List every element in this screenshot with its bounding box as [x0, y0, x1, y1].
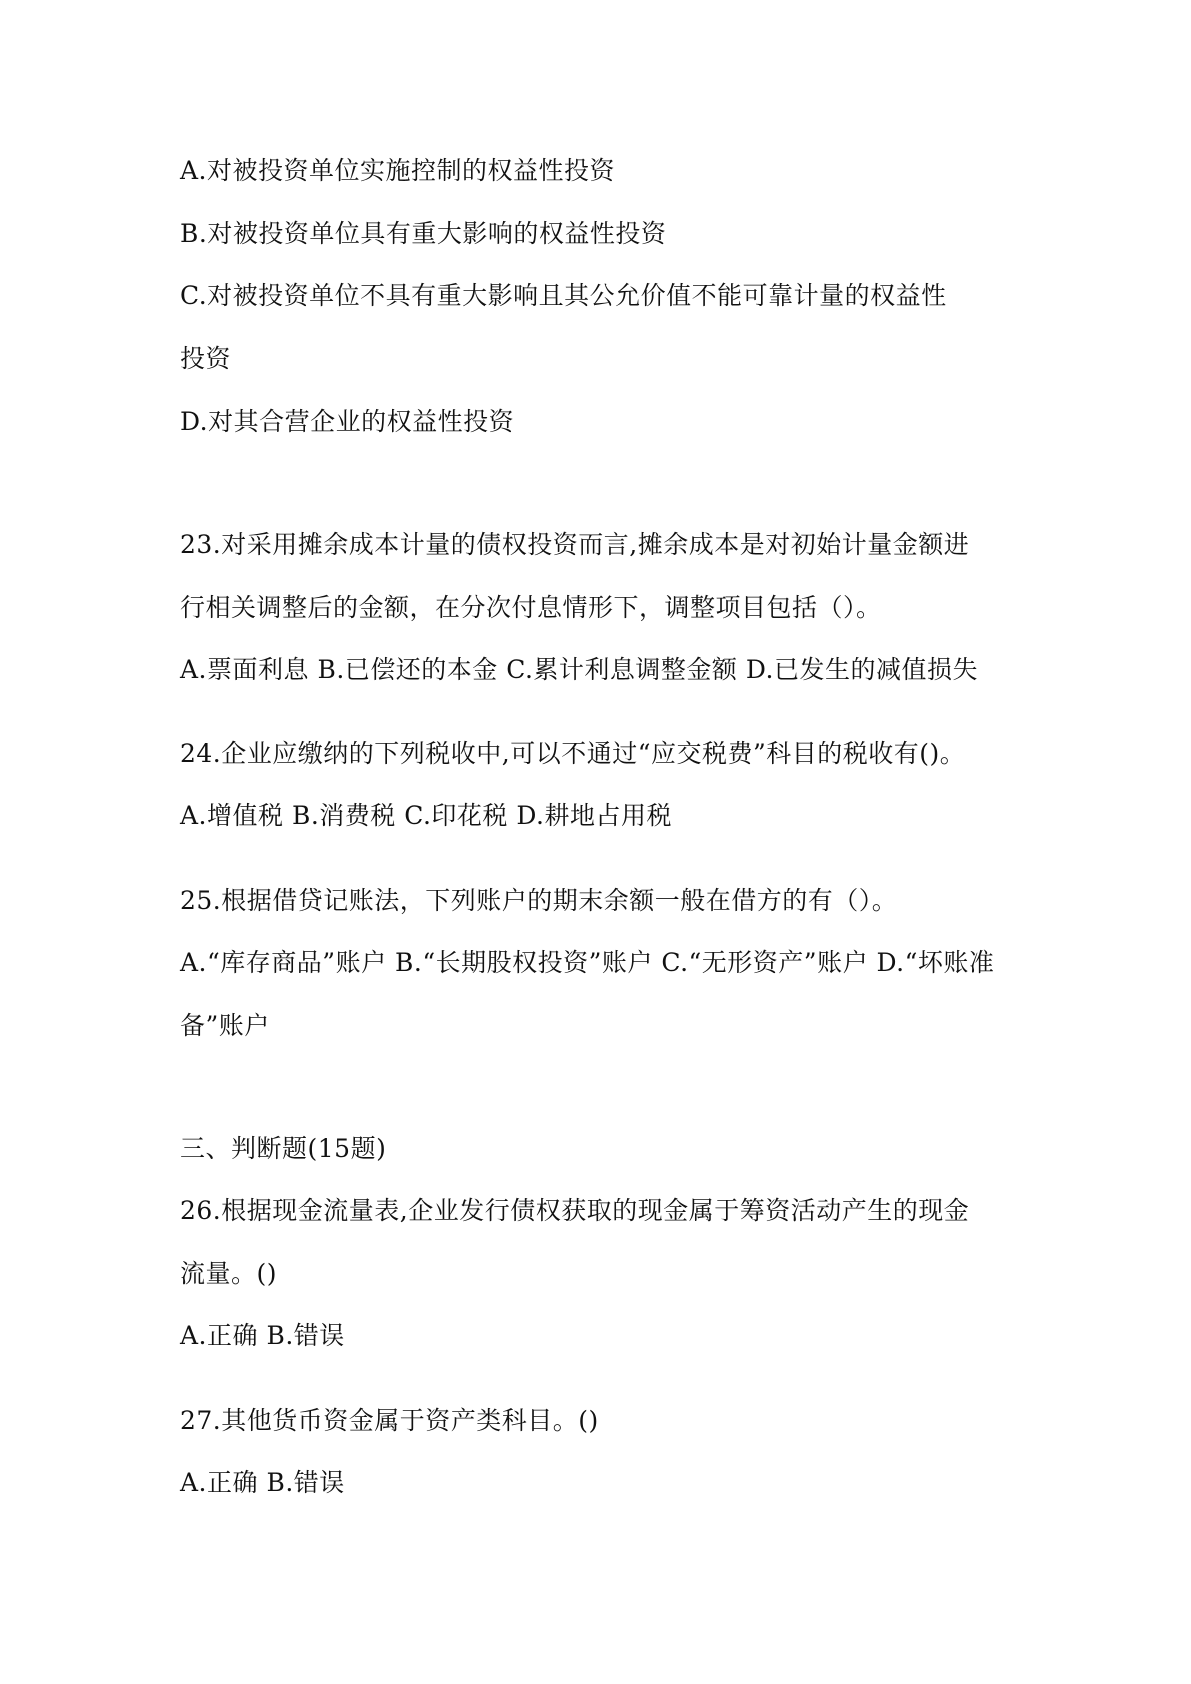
q22-option-c: C.对被投资单位不具有重大影响且其公允价值不能可靠计量的权益性	[180, 281, 947, 310]
q26-stem: 26.根据现金流量表,企业发行债权获取的现金属于筹资活动产生的现金	[180, 1196, 970, 1225]
q22-option-a: A.对被投资单位实施控制的权益性投资	[180, 156, 616, 185]
q25-options-continued: 备”账户	[180, 1011, 270, 1040]
section-heading: 三、判断题(15题)	[180, 1134, 387, 1163]
q26-stem-continued: 流量。()	[180, 1259, 278, 1288]
q22-option-b: B.对被投资单位具有重大影响的权益性投资	[180, 219, 667, 248]
q23-options: A.票面利息 B.已偿还的本金 C.累计利息调整金额 D.已发生的减值损失	[180, 655, 978, 684]
q23-stem-continued: 行相关调整后的金额，在分次付息情形下，调整项目包括（）。	[180, 593, 882, 622]
q25-stem: 25.根据借贷记账法，下列账户的期末余额一般在借方的有（）。	[180, 886, 898, 915]
q24-options: A.增值税 B.消费税 C.印花税 D.耕地占用税	[180, 801, 672, 830]
q26-options: A.正确 B.错误	[180, 1321, 345, 1350]
q23-stem: 23.对采用摊余成本计量的债权投资而言,摊余成本是对初始计量金额进	[180, 530, 970, 559]
q22-option-c-continued: 投资	[180, 344, 232, 373]
q24-stem: 24.企业应缴纳的下列税收中,可以不通过“应交税费”科目的税收有()。	[180, 739, 966, 768]
q25-options: A.“库存商品”账户 B.“长期股权投资”账户 C.“无形资产”账户 D.“坏账准	[180, 948, 995, 977]
q22-option-d: D.对其合营企业的权益性投资	[180, 407, 515, 436]
q27-options: A.正确 B.错误	[180, 1468, 345, 1497]
q27-stem: 27.其他货币资金属于资产类科目。()	[180, 1406, 599, 1435]
